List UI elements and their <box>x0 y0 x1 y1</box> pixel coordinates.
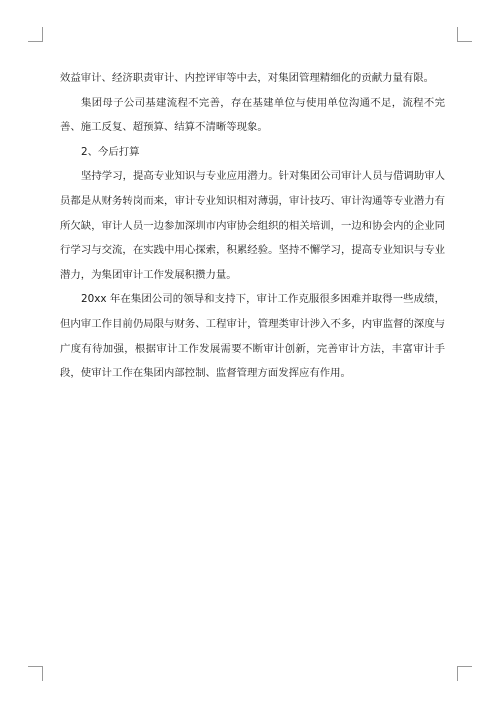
crop-mark-bottom-left <box>28 666 43 681</box>
crop-mark-bottom-right <box>457 666 472 681</box>
paragraph-summary: 20xx 年在集团公司的领导和支持下，审计工作克服很多困难并取得一些成绩，但内审工作目前仍局限与财务、工程审计，管理类审计涉入不多，内审监督的深度与广度有待加强，根据审计工作发展需要不断审计创新，完善审计方法，丰富审计手段，使审计工作在集团内部控制、监督管理方面发挥应有作用。 <box>60 293 445 380</box>
crop-mark-top-left <box>28 27 43 42</box>
paragraph-continuation: 效益审计、经济职责审计、内控评审等中去，对集团管理精细化的贡献力量有限。 <box>60 72 435 84</box>
paragraph-learning: 坚持学习，提高专业知识与专业应用潜力。针对集团公司审计人员与借调助审人员都是从财务转岗而来，审计专业知识相对薄弱，审计技巧、审计沟通等专业潜力有所欠缺，审计人员一边参加深圳市内审协会组织的相关培训，一边和协会内的企业同行学习与交流，在实践中用心探索，积累经验。坚持不懈学习，提高专业知识与专业潜力，为集团审计工作发展积攒力量。 <box>60 170 445 281</box>
document-body <box>60 66 445 386</box>
paragraph-infrastructure: 集团母子公司基建流程不完善，存在基建单位与使用单位沟通不足，流程不完善、施工反复、超预算、结算不清晰等现象。 <box>60 96 445 134</box>
crop-mark-top-right <box>457 27 472 42</box>
section-heading-future-plans: 2、今后打算 <box>81 145 140 158</box>
